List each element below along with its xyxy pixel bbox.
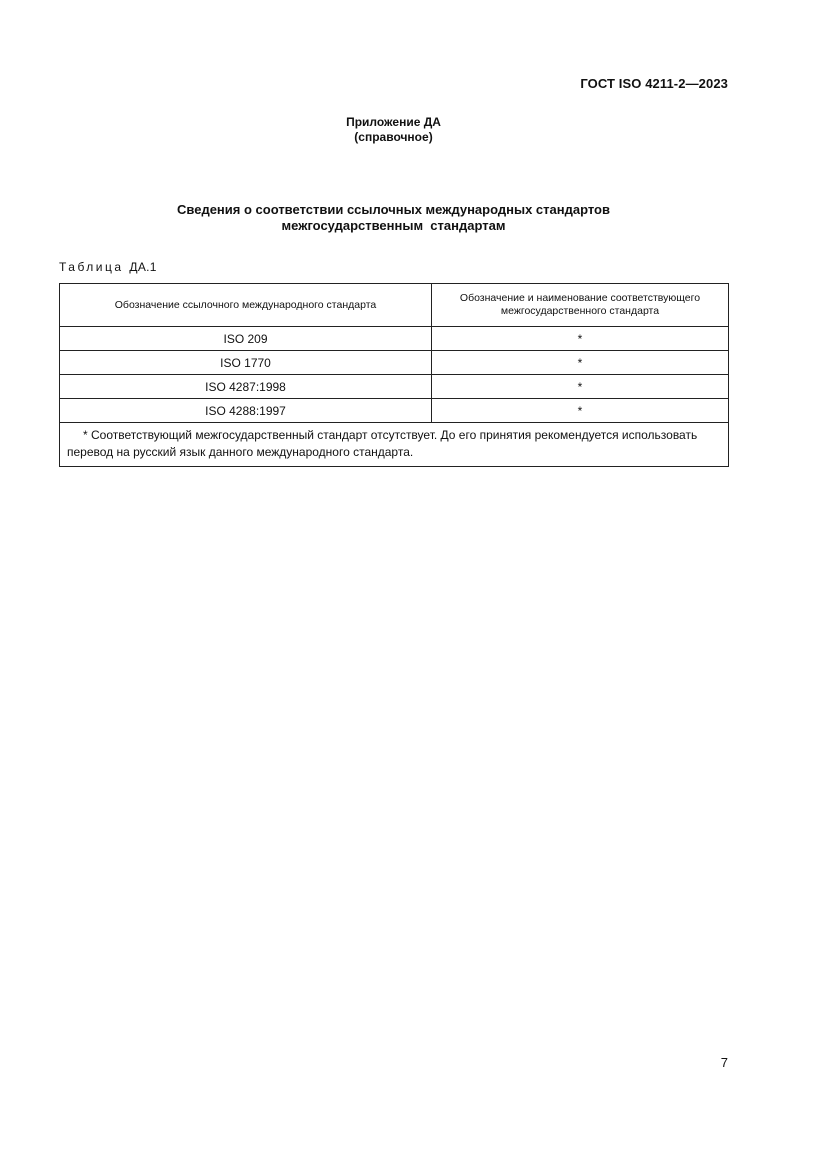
correspondence-table bbox=[59, 283, 729, 467]
annex-subtitle: (справочное) bbox=[354, 130, 433, 144]
table-cell-standard: ISO 4288:1997 bbox=[60, 399, 432, 423]
page-number: 7 bbox=[720, 1055, 728, 1070]
header-international-standard: Обозначение ссылочного международного стандарта bbox=[60, 284, 432, 327]
table-cell-standard: ISO 4287:1998 bbox=[60, 375, 432, 399]
annex-heading bbox=[0, 115, 787, 145]
document-code: ГОСТ ISO 4211-2—2023 bbox=[580, 76, 728, 91]
table-header-row bbox=[60, 284, 729, 327]
table-caption bbox=[59, 260, 157, 274]
table-row bbox=[60, 351, 729, 375]
table-cell-standard: ISO 1770 bbox=[60, 351, 432, 375]
table-caption-word: Таблица bbox=[59, 260, 124, 274]
header-interstate-standard bbox=[432, 284, 729, 327]
table-footnote-row bbox=[60, 423, 729, 467]
annex-title: Приложение ДА bbox=[346, 115, 441, 129]
table-row bbox=[60, 327, 729, 351]
section-title-line-1: Сведения о соответствии ссылочных международных стандартов bbox=[177, 202, 610, 217]
table-caption-number: ДА.1 bbox=[129, 260, 157, 274]
table-cell-correspondence: * bbox=[432, 327, 729, 351]
table-cell-correspondence: * bbox=[432, 399, 729, 423]
section-title bbox=[0, 202, 787, 234]
table-cell-correspondence: * bbox=[432, 375, 729, 399]
table-row bbox=[60, 375, 729, 399]
table-footnote bbox=[60, 423, 729, 467]
table-row bbox=[60, 399, 729, 423]
table-cell-standard: ISO 209 bbox=[60, 327, 432, 351]
section-title-line-2: межгосударственным стандартам bbox=[281, 218, 506, 233]
table-footnote-text: * Соответствующий межгосударственный стандарт отсутствует. До его принятия рекомендуется использовать перевод на русский язык данного международного стандарта. bbox=[67, 428, 698, 459]
table-cell-correspondence: * bbox=[432, 351, 729, 375]
header-interstate-standard-text: Обозначение и наименование соответствующего межгосударственного стандарта bbox=[459, 292, 701, 317]
